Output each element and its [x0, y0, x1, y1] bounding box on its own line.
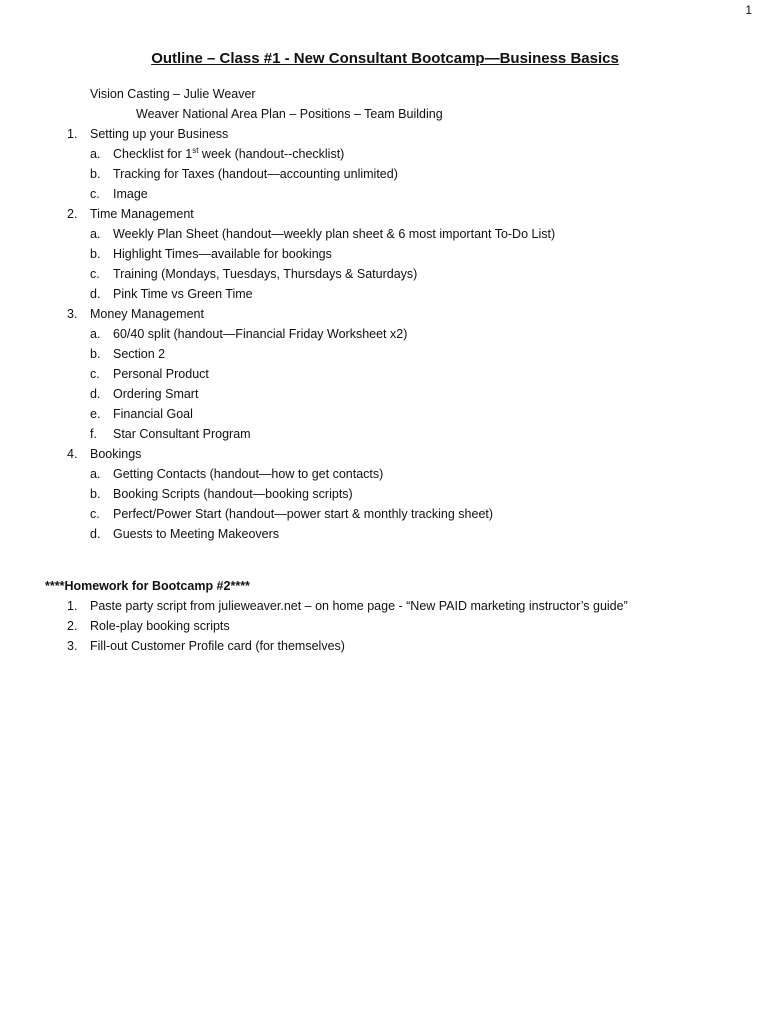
item-letter: a. — [90, 147, 101, 161]
list-item: Booking Scripts (handout—booking scripts) — [113, 487, 353, 501]
list-item: Star Consultant Program — [113, 427, 251, 441]
list-item: Weekly Plan Sheet (handout—weekly plan sheet & 6 most important To-Do List) — [113, 227, 556, 241]
section-label: Money Management — [90, 307, 204, 321]
section-label: Time Management — [90, 207, 194, 221]
homework-item: Role-play booking scripts — [90, 619, 230, 633]
item-text: Checklist for 1 — [113, 147, 193, 161]
homework-item: Paste party script from julieweaver.net – on home page - “New PAID marketing instructor’s guide” — [90, 599, 628, 613]
item-letter: c. — [90, 267, 100, 281]
item-letter: a. — [90, 227, 101, 241]
item-letter: b. — [90, 347, 101, 361]
section-number: 3. — [67, 307, 78, 321]
homework-number: 3. — [67, 639, 78, 653]
list-item: Tracking for Taxes (handout—accounting unlimited) — [113, 167, 398, 181]
ordinal-superscript: st — [192, 145, 199, 155]
item-letter: c. — [90, 507, 100, 521]
document-title: Outline – Class #1 - New Consultant Bootcamp—Business Basics — [151, 50, 619, 67]
section-number: 2. — [67, 207, 78, 221]
homework-number: 2. — [67, 619, 78, 633]
homework-heading: ****Homework for Bootcamp #2**** — [45, 579, 250, 593]
list-item: Perfect/Power Start (handout—power start & monthly tracking sheet) — [113, 507, 494, 521]
page-number: 1 — [745, 3, 752, 17]
list-item: Guests to Meeting Makeovers — [113, 527, 280, 541]
item-letter: d. — [90, 527, 101, 541]
list-item: Section 2 — [113, 347, 166, 361]
list-item: Highlight Times—available for bookings — [113, 247, 332, 261]
item-letter: b. — [90, 487, 101, 501]
item-letter: a. — [90, 327, 101, 341]
section-label: Setting up your Business — [90, 127, 229, 141]
list-item: 60/40 split (handout—Financial Friday Worksheet x2) — [113, 327, 408, 341]
list-item: Financial Goal — [113, 407, 193, 421]
item-letter: c. — [90, 367, 100, 381]
list-item: Image — [113, 187, 148, 201]
vision-subline: Weaver National Area Plan – Positions – Team Building — [136, 107, 443, 121]
vision-casting-line: Vision Casting – Julie Weaver — [90, 87, 256, 101]
item-letter: b. — [90, 247, 101, 261]
item-letter: d. — [90, 287, 101, 301]
item-letter: f. — [90, 427, 97, 441]
item-letter: d. — [90, 387, 101, 401]
list-item: Training (Mondays, Tuesdays, Thursdays & Saturdays) — [113, 267, 418, 281]
item-letter: e. — [90, 407, 101, 421]
item-letter: b. — [90, 167, 101, 181]
section-label: Bookings — [90, 447, 142, 461]
section-number: 4. — [67, 447, 78, 461]
list-item: Ordering Smart — [113, 387, 199, 401]
homework-item: Fill-out Customer Profile card (for themselves) — [90, 639, 345, 653]
section-number: 1. — [67, 127, 78, 141]
item-letter: c. — [90, 187, 100, 201]
list-item: Getting Contacts (handout—how to get contacts) — [113, 467, 384, 481]
list-item: Pink Time vs Green Time — [113, 287, 253, 301]
item-letter: a. — [90, 467, 101, 481]
item-text: week (handout--checklist) — [198, 147, 345, 161]
list-item — [113, 146, 344, 162]
list-item: Personal Product — [113, 367, 209, 381]
homework-number: 1. — [67, 599, 78, 613]
